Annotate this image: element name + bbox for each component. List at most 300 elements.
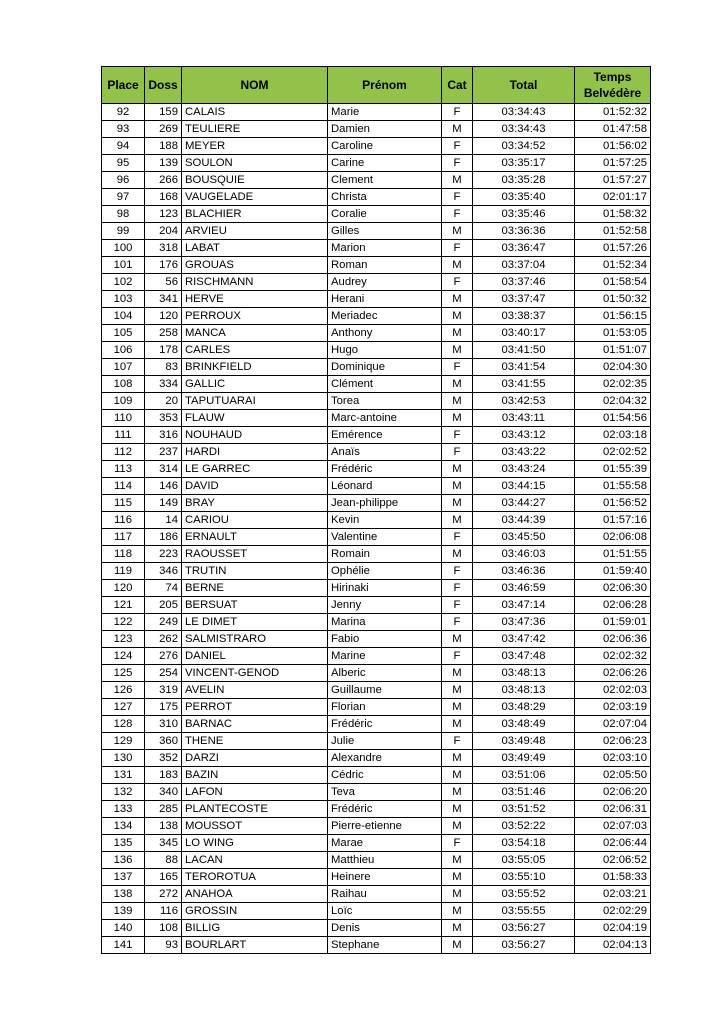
table-row [102,869,651,886]
cell-cat: F [442,138,473,155]
cell-cat: M [442,852,473,869]
cell-total: 03:43:11 [473,410,575,427]
cell-place: 140 [102,920,145,937]
cell-prenom: Marie [328,104,442,121]
cell-temps-belvedere: 01:58:54 [575,274,651,291]
cell-total: 03:36:36 [473,223,575,240]
cell-temps-belvedere: 01:59:40 [575,563,651,580]
cell-total: 03:43:12 [473,427,575,444]
cell-total: 03:54:18 [473,835,575,852]
cell-place: 104 [102,308,145,325]
cell-cat: M [442,716,473,733]
cell-place: 115 [102,495,145,512]
cell-total: 03:42:53 [473,393,575,410]
header-prenom: Prénom [328,67,442,104]
cell-doss: 120 [145,308,182,325]
cell-prenom: Frédéric [328,461,442,478]
cell-doss: 360 [145,733,182,750]
cell-total: 03:55:10 [473,869,575,886]
cell-temps-belvedere: 01:56:02 [575,138,651,155]
cell-prenom: Florian [328,699,442,716]
cell-cat: F [442,104,473,121]
cell-total: 03:55:55 [473,903,575,920]
cell-doss: 310 [145,716,182,733]
cell-cat: F [442,427,473,444]
cell-nom: CARLES [182,342,328,359]
cell-nom: LO WING [182,835,328,852]
table-row [102,852,651,869]
table-row [102,546,651,563]
cell-doss: 146 [145,478,182,495]
cell-place: 93 [102,121,145,138]
cell-prenom: Roman [328,257,442,274]
table-row [102,291,651,308]
cell-total: 03:48:13 [473,682,575,699]
cell-place: 137 [102,869,145,886]
cell-total: 03:38:37 [473,308,575,325]
cell-temps-belvedere: 02:06:52 [575,852,651,869]
cell-prenom: Caroline [328,138,442,155]
cell-place: 141 [102,937,145,954]
cell-total: 03:46:36 [473,563,575,580]
table-row [102,580,651,597]
cell-doss: 334 [145,376,182,393]
cell-nom: ANAHOA [182,886,328,903]
cell-prenom: Alberic [328,665,442,682]
cell-place: 108 [102,376,145,393]
cell-nom: BAZIN [182,767,328,784]
cell-prenom: Marae [328,835,442,852]
cell-place: 128 [102,716,145,733]
cell-temps-belvedere: 02:04:13 [575,937,651,954]
cell-total: 03:41:50 [473,342,575,359]
cell-place: 102 [102,274,145,291]
cell-doss: 316 [145,427,182,444]
table-row [102,308,651,325]
cell-place: 125 [102,665,145,682]
cell-prenom: Valentine [328,529,442,546]
cell-prenom: Stephane [328,937,442,954]
cell-temps-belvedere: 02:02:29 [575,903,651,920]
cell-nom: BRINKFIELD [182,359,328,376]
cell-temps-belvedere: 02:03:19 [575,699,651,716]
cell-prenom: Gilles [328,223,442,240]
cell-temps-belvedere: 01:52:32 [575,104,651,121]
cell-total: 03:47:14 [473,597,575,614]
cell-doss: 116 [145,903,182,920]
cell-cat: M [442,750,473,767]
cell-nom: DARZI [182,750,328,767]
table-row [102,257,651,274]
table-row [102,495,651,512]
cell-place: 112 [102,444,145,461]
cell-cat: M [442,903,473,920]
table-row [102,444,651,461]
results-table [101,66,651,954]
cell-place: 121 [102,597,145,614]
cell-doss: 149 [145,495,182,512]
header-temps-label: Temps [593,70,632,84]
table-row [102,274,651,291]
header-belvedere-label: Belvédère [583,86,642,100]
cell-prenom: Clément [328,376,442,393]
cell-place: 117 [102,529,145,546]
cell-temps-belvedere: 01:56:52 [575,495,651,512]
cell-cat: M [442,461,473,478]
cell-total: 03:43:24 [473,461,575,478]
cell-cat: F [442,274,473,291]
cell-nom: LAFON [182,784,328,801]
cell-cat: M [442,512,473,529]
cell-place: 96 [102,172,145,189]
header-doss: Doss [145,67,182,104]
cell-nom: CALAIS [182,104,328,121]
cell-place: 134 [102,818,145,835]
cell-total: 03:49:49 [473,750,575,767]
cell-temps-belvedere: 02:06:44 [575,835,651,852]
cell-prenom: Guillaume [328,682,442,699]
cell-cat: M [442,920,473,937]
cell-doss: 262 [145,631,182,648]
cell-place: 119 [102,563,145,580]
cell-place: 106 [102,342,145,359]
cell-nom: TRUTIN [182,563,328,580]
table-row [102,325,651,342]
table-row [102,478,651,495]
table-row [102,155,651,172]
table-row [102,223,651,240]
cell-cat: M [442,699,473,716]
cell-prenom: Julie [328,733,442,750]
cell-nom: MEYER [182,138,328,155]
cell-total: 03:41:54 [473,359,575,376]
cell-doss: 237 [145,444,182,461]
cell-doss: 14 [145,512,182,529]
cell-nom: BERSUAT [182,597,328,614]
cell-doss: 178 [145,342,182,359]
table-row [102,767,651,784]
cell-doss: 269 [145,121,182,138]
cell-place: 122 [102,614,145,631]
cell-nom: HARDI [182,444,328,461]
table-row [102,206,651,223]
cell-prenom: Denis [328,920,442,937]
cell-doss: 188 [145,138,182,155]
cell-prenom: Pierre-etienne [328,818,442,835]
cell-prenom: Hirinaki [328,580,442,597]
cell-temps-belvedere: 01:56:15 [575,308,651,325]
table-row [102,614,651,631]
cell-temps-belvedere: 02:03:21 [575,886,651,903]
cell-temps-belvedere: 01:52:34 [575,257,651,274]
cell-nom: BOURLART [182,937,328,954]
header-nom: NOM [182,67,328,104]
table-row [102,716,651,733]
header-total: Total [473,67,575,104]
cell-total: 03:48:49 [473,716,575,733]
cell-prenom: Hugo [328,342,442,359]
cell-cat: M [442,376,473,393]
cell-temps-belvedere: 02:06:20 [575,784,651,801]
cell-temps-belvedere: 02:04:32 [575,393,651,410]
cell-place: 109 [102,393,145,410]
cell-nom: LABAT [182,240,328,257]
cell-prenom: Damien [328,121,442,138]
table-row [102,801,651,818]
table-row [102,427,651,444]
cell-prenom: Audrey [328,274,442,291]
cell-cat: M [442,121,473,138]
cell-total: 03:45:50 [473,529,575,546]
cell-temps-belvedere: 02:02:35 [575,376,651,393]
cell-cat: M [442,495,473,512]
cell-nom: BILLIG [182,920,328,937]
cell-cat: M [442,478,473,495]
cell-cat: M [442,308,473,325]
table-row [102,121,651,138]
cell-total: 03:35:46 [473,206,575,223]
cell-doss: 319 [145,682,182,699]
cell-doss: 165 [145,869,182,886]
cell-total: 03:41:55 [473,376,575,393]
header-temps-belvedere [575,67,651,104]
cell-place: 95 [102,155,145,172]
cell-place: 92 [102,104,145,121]
cell-prenom: Marion [328,240,442,257]
cell-prenom: Marina [328,614,442,631]
cell-doss: 258 [145,325,182,342]
cell-nom: RISCHMANN [182,274,328,291]
cell-total: 03:34:43 [473,121,575,138]
table-row [102,699,651,716]
cell-doss: 318 [145,240,182,257]
cell-nom: LE DIMET [182,614,328,631]
cell-doss: 176 [145,257,182,274]
cell-place: 103 [102,291,145,308]
cell-place: 99 [102,223,145,240]
cell-temps-belvedere: 02:02:32 [575,648,651,665]
cell-temps-belvedere: 01:47:58 [575,121,651,138]
cell-nom: SOULON [182,155,328,172]
cell-cat: M [442,393,473,410]
cell-temps-belvedere: 01:57:26 [575,240,651,257]
table-row [102,784,651,801]
cell-prenom: Anaïs [328,444,442,461]
cell-cat: M [442,342,473,359]
table-row [102,410,651,427]
cell-total: 03:36:47 [473,240,575,257]
cell-doss: 93 [145,937,182,954]
cell-cat: M [442,818,473,835]
cell-total: 03:34:52 [473,138,575,155]
cell-cat: M [442,682,473,699]
cell-cat: M [442,886,473,903]
cell-total: 03:51:06 [473,767,575,784]
cell-prenom: Carine [328,155,442,172]
cell-cat: F [442,733,473,750]
cell-cat: F [442,206,473,223]
cell-place: 98 [102,206,145,223]
cell-doss: 341 [145,291,182,308]
cell-nom: TAPUTUARAI [182,393,328,410]
cell-doss: 168 [145,189,182,206]
cell-cat: F [442,563,473,580]
cell-temps-belvedere: 01:57:27 [575,172,651,189]
cell-total: 03:35:40 [473,189,575,206]
cell-cat: M [442,291,473,308]
table-row [102,512,651,529]
cell-prenom: Clement [328,172,442,189]
cell-prenom: Frédéric [328,716,442,733]
cell-cat: M [442,631,473,648]
cell-doss: 353 [145,410,182,427]
cell-place: 130 [102,750,145,767]
table-row [102,138,651,155]
table-row [102,665,651,682]
cell-doss: 272 [145,886,182,903]
cell-cat: F [442,597,473,614]
cell-total: 03:48:13 [473,665,575,682]
table-row [102,886,651,903]
cell-cat: M [442,767,473,784]
cell-total: 03:34:43 [473,104,575,121]
table-row [102,597,651,614]
cell-nom: MANCA [182,325,328,342]
cell-cat: M [442,801,473,818]
cell-total: 03:49:48 [473,733,575,750]
table-row [102,529,651,546]
cell-temps-belvedere: 02:06:26 [575,665,651,682]
cell-total: 03:51:46 [473,784,575,801]
cell-prenom: Coralie [328,206,442,223]
cell-temps-belvedere: 02:06:36 [575,631,651,648]
table-row [102,733,651,750]
cell-prenom: Dominique [328,359,442,376]
cell-place: 124 [102,648,145,665]
cell-temps-belvedere: 02:02:52 [575,444,651,461]
cell-place: 94 [102,138,145,155]
cell-total: 03:46:59 [473,580,575,597]
cell-nom: BRAY [182,495,328,512]
cell-total: 03:37:04 [473,257,575,274]
table-row [102,818,651,835]
cell-doss: 276 [145,648,182,665]
cell-temps-belvedere: 02:07:04 [575,716,651,733]
cell-place: 97 [102,189,145,206]
cell-cat: M [442,172,473,189]
cell-temps-belvedere: 02:04:30 [575,359,651,376]
cell-prenom: Matthieu [328,852,442,869]
cell-cat: M [442,869,473,886]
header-cat: Cat [442,67,473,104]
cell-total: 03:51:52 [473,801,575,818]
cell-place: 127 [102,699,145,716]
cell-place: 110 [102,410,145,427]
cell-doss: 340 [145,784,182,801]
cell-prenom: Herani [328,291,442,308]
cell-doss: 20 [145,393,182,410]
cell-prenom: Meriadec [328,308,442,325]
cell-nom: RAOUSSET [182,546,328,563]
cell-prenom: Loïc [328,903,442,920]
cell-nom: BLACHIER [182,206,328,223]
cell-place: 133 [102,801,145,818]
table-row [102,937,651,954]
cell-prenom: Kevin [328,512,442,529]
cell-cat: F [442,359,473,376]
cell-cat: M [442,665,473,682]
cell-prenom: Frédéric [328,801,442,818]
cell-place: 120 [102,580,145,597]
table-row [102,563,651,580]
cell-doss: 346 [145,563,182,580]
cell-nom: DAVID [182,478,328,495]
cell-doss: 345 [145,835,182,852]
cell-nom: VAUGELADE [182,189,328,206]
cell-temps-belvedere: 01:57:25 [575,155,651,172]
cell-place: 135 [102,835,145,852]
cell-doss: 249 [145,614,182,631]
cell-nom: PERROUX [182,308,328,325]
table-row [102,648,651,665]
cell-cat: F [442,240,473,257]
cell-place: 139 [102,903,145,920]
cell-place: 101 [102,257,145,274]
cell-total: 03:35:17 [473,155,575,172]
header-row [102,67,651,104]
table-row [102,835,651,852]
cell-cat: M [442,257,473,274]
cell-nom: MOUSSOT [182,818,328,835]
cell-cat: F [442,648,473,665]
cell-prenom: Anthony [328,325,442,342]
cell-cat: F [442,189,473,206]
cell-prenom: Cédric [328,767,442,784]
cell-doss: 285 [145,801,182,818]
cell-prenom: Jenny [328,597,442,614]
table-row [102,359,651,376]
cell-nom: NOUHAUD [182,427,328,444]
cell-prenom: Alexandre [328,750,442,767]
cell-prenom: Romain [328,546,442,563]
cell-nom: LE GARREC [182,461,328,478]
table-row [102,189,651,206]
cell-nom: VINCENT-GENOD [182,665,328,682]
cell-temps-belvedere: 02:03:18 [575,427,651,444]
table-row [102,104,651,121]
cell-doss: 223 [145,546,182,563]
cell-doss: 183 [145,767,182,784]
cell-total: 03:37:46 [473,274,575,291]
cell-total: 03:52:22 [473,818,575,835]
cell-prenom: Marc-antoine [328,410,442,427]
cell-total: 03:44:15 [473,478,575,495]
cell-place: 100 [102,240,145,257]
cell-place: 118 [102,546,145,563]
cell-place: 116 [102,512,145,529]
cell-temps-belvedere: 01:55:39 [575,461,651,478]
cell-doss: 314 [145,461,182,478]
table-header [102,67,651,104]
cell-prenom: Teva [328,784,442,801]
cell-prenom: Christa [328,189,442,206]
cell-cat: F [442,529,473,546]
cell-total: 03:47:42 [473,631,575,648]
table-row [102,240,651,257]
cell-temps-belvedere: 02:07:03 [575,818,651,835]
table-row [102,393,651,410]
cell-cat: F [442,444,473,461]
